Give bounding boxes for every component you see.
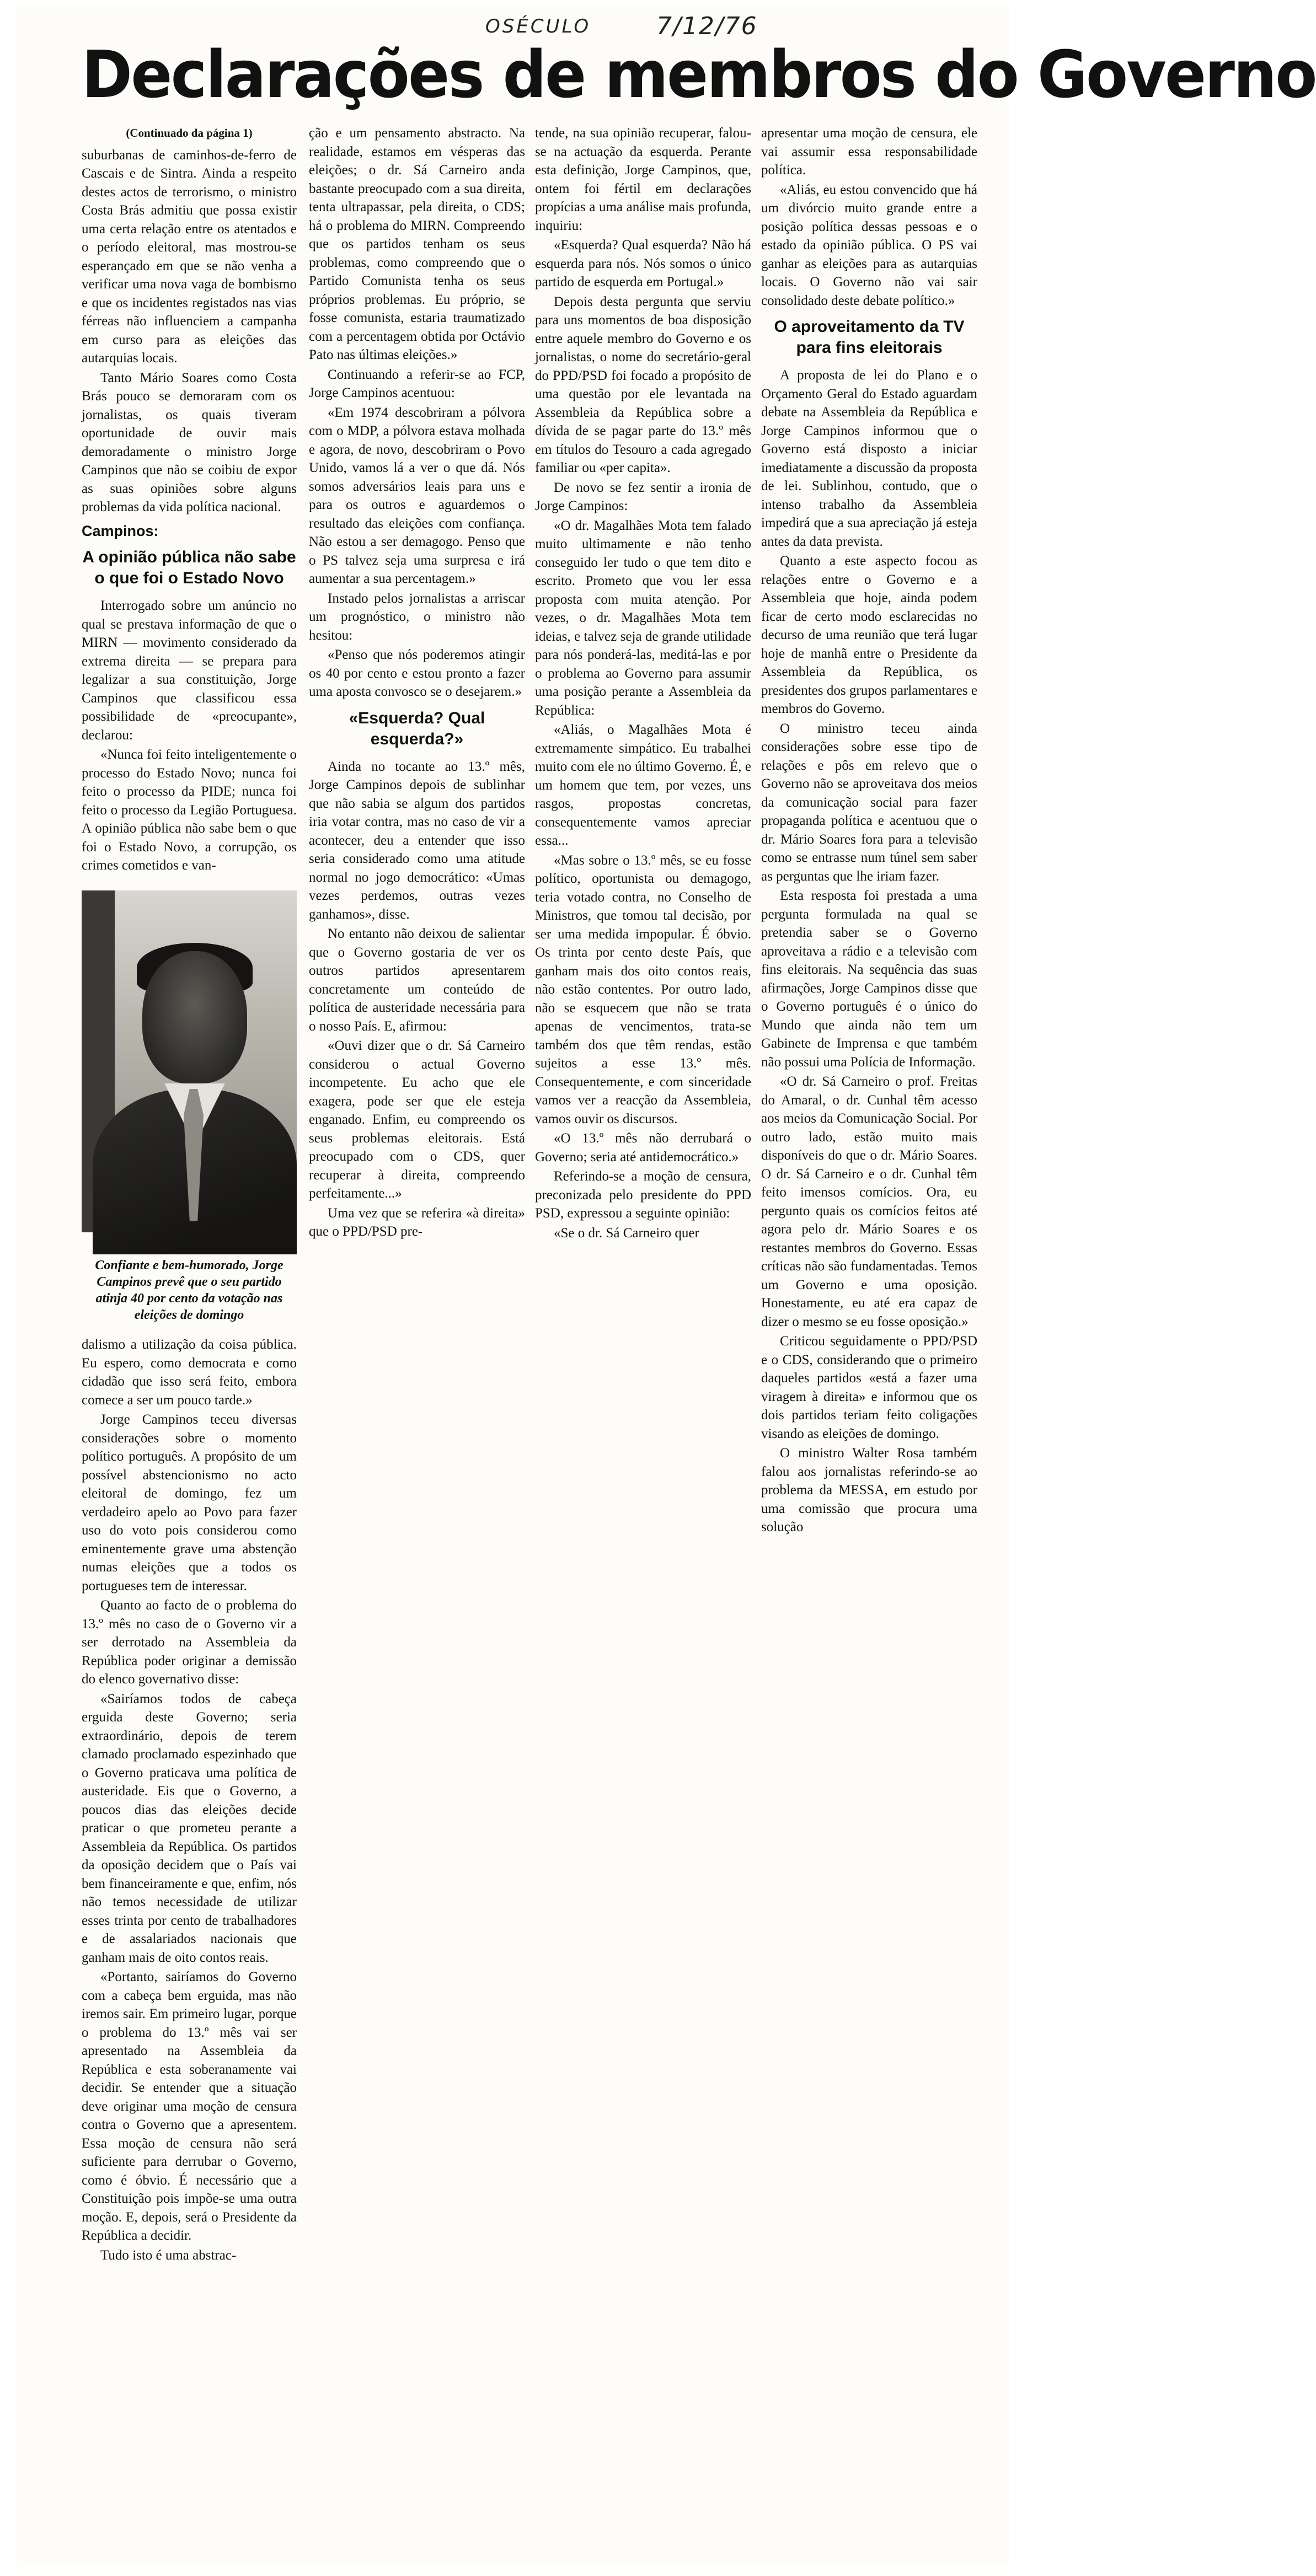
section-label: Campinos: — [82, 522, 159, 539]
paragraph: Criticou seguidamente o PPD/PSD e o CDS, considerando que o primeiro daqueles partidos «está a fazer uma viragem à direita» e informou que os dois partidos teriam feito coligações visando as eleições de domingo. — [761, 1334, 977, 1441]
paragraph: Tudo isto é uma abstrac- — [100, 2247, 237, 2263]
paragraph: Quanto ao facto de o problema do 13.º mês no caso de o Governo vir a ser derrotado na Assembleia da República poder originar a demissão do elenco governativo disse: — [82, 1598, 297, 1687]
quote-paragraph: «Se o dr. Sá Carneiro quer — [554, 1225, 699, 1241]
paragraph: Tanto Mário Soares como Costa Brás pouco se demoraram com os jornalistas, os quais tiveram oportunidade de ouvir mais demoradamente o ministro Jorge Campinos que não se coibiu de expor as suas opiniões sobre alguns problemas da vida política nacional. — [82, 370, 297, 514]
headline: Declarações de membros do Governo — [82, 36, 1316, 112]
paragraph: A proposta de lei do Plano e o Orçamento Geral do Estado aguardam debate na Assembleia da República e Jorge Campinos informou que o Governo está disposto a iniciar imediatamente a discussão da proposta de lei. Sublinhou, contudo, que o intenso trabalho da Assembleia impedirá que a sua apreciação já esteja antes da data prevista. — [761, 368, 977, 549]
subheading: O aproveitamento da TV para fins eleitorais — [774, 318, 965, 357]
paragraph: O ministro Walter Rosa também falou aos jornalistas referindo-se ao problema da MESSA, em estudo por uma comissão que procura uma solução — [761, 1446, 977, 1534]
paragraph: O ministro teceu ainda considerações sobre esse tipo de relações e pôs em relevo que o Governo não se aproveitava dos meios da comunicação social para fazer propaganda política e acentuou que o dr. Mário Soares fora para a televisão como se entrasse num túnel sem saber as perguntas que lhe iriam fazer. — [761, 721, 977, 884]
quote-paragraph: «Nunca foi feito inteligentemente o processo do Estado Novo; nunca foi feito o processo da PIDE; nunca foi feito o processo da Legião Portuguesa. A opinião pública não sabe bem o que foi o Estado Novo, a corrupção, os crimes cometidos e van- — [82, 747, 297, 873]
subheading: A opinião pública não sabe o que foi o Estado Novo — [82, 548, 296, 587]
quote-paragraph: «O dr. Sá Carneiro o prof. Freitas do Amaral, o dr. Cunhal têm acesso aos meios da Comunicação Social. Por outro lado, estão muito mais disponíveis do que o dr. Mário Soares. O dr. Sá Carneiro e o dr. Cunhal têm feito imensos comícios. Ora, eu pergunto quais os comícios feitos até agora pelo dr. Mário Soares e os restantes membros do Governo. Essas críticas não são fundamentadas. Temos um Governo e uma oposição. Honestamente, eu até era capaz de dizer o mesmo se eu fosse oposição.» — [761, 1074, 977, 1329]
paragraph: suburbanas de caminhos-de-ferro de Cascais e de Sintra. Ainda a respeito destes actos de terrorismo, o ministro Costa Brás admitiu que possa existir uma certa relação entre os atentados e o período eleitoral, mas mostrou-se esperançado em que se não venha a verificar uma nova vaga de bombismo e que os incidentes registados nas vias férreas não influenciem a campanha em curso para as eleições das autarquias locais. — [82, 147, 297, 366]
handwritten-date: 7/12/76 — [656, 12, 758, 40]
paragraph: Interrogado sobre um anúncio no qual se prestava informação de que o MIRN — movimento considerado da extrema direita — se prepara para legalizar a sua constituição, Jorge Campinos que classificou essa possibilidade de «preocupante», declarou: — [82, 598, 297, 743]
quote-paragraph: «Em 1974 descobriram a pólvora com o MDP, a pólvora estava molhada e agora, de novo, descobriram o Povo Unido, vamos lá a ver o que dá. Nós somos adversários leais para uns e para os outros e aguardemos o resultado das eleições com confiança. Não estou a ser demagogo. Penso que o PS talvez seja uma surpresa e irá aumentar a sua percentagem.» — [309, 405, 525, 586]
paragraph: Uma vez que se referira «à direita» que o PPD/PSD pre- — [309, 1205, 525, 1239]
quote-paragraph: «Ouvi dizer que o dr. Sá Carneiro considerou o actual Governo incompetente. Eu acho que ele exagera, pode ser que ele esteja enganado. Enfim, eu compreendo os seus problemas eleitorais. Está preocupado com o CDS, quer recuperar à direita, compreendo perfeitamente...» — [309, 1038, 525, 1201]
quote-paragraph: «Aliás, o Magalhães Mota é extremamente simpático. Eu trabalhei muito com ele no último Governo. É, e um homem que tem, por vezes, uns rasgos, propostas concretas, consequentemente vamos apreciar essa... — [535, 722, 751, 848]
column-1 — [82, 124, 297, 2266]
paragraph: Referindo-se a moção de censura, preconizada pelo presidente do PPD PSD, expressou a seguinte opinião: — [535, 1169, 751, 1221]
quote-paragraph: «O 13.º mês não derrubará o Governo; seria até antidemocrático.» — [535, 1131, 751, 1164]
paragraph: De novo se fez sentir a ironia de Jorge Campinos: — [535, 480, 751, 513]
paragraph: ção e um pensamento abstracto. Na realidade, estamos em vésperas das eleições; o dr. Sá Carneiro anda bastante preocupado com a sua direita, tenta ultrapassar, pela direita, o CDS; há o problema do MIRN. Compreendo que os partidos tenham os seus problemas, como compreendo que o Partido Comunista tenha os seus próprios problemas. Eu próprio, se fosse comunista, estaria traumatizado com a percentagem obtida por Octávio Pato nas últimas eleições.» — [309, 126, 525, 362]
quote-paragraph: «O dr. Magalhães Mota tem falado muito ultimamente e não tenho conseguido ler tudo o que tem dito e escrito. Prometo que vou ler essa proposta com muita atenção. Por vezes, o dr. Magalhães Mota tem ideias, e talvez seja de grande utilidade para nós ponderá-las, meditá-las e por o problema ao Governo para assumir uma posição perante a Assembleia da República: — [535, 518, 751, 718]
portrait-photo — [82, 890, 297, 1232]
photo-caption: Confiante e bem-humorado, Jorge Campinos prevê que o seu partido atinja 40 por cento da votação nas eleições de domingo — [95, 1258, 283, 1322]
paragraph: Instado pelos jornalistas a arriscar um prognóstico, o ministro não hesitou: — [309, 591, 525, 643]
paragraph: Depois desta pergunta que serviu para uns momentos de boa disposição entre aquele membro do Governo e os jornalistas, o nome do secretário-geral do PPD/PSD foi focado a propósito de uma questão por ele levantada na Assembleia da República sobre a dívida de se pagar parte do 13.º mês em títulos do Tesouro a cada agregado familiar ou «per capita». — [535, 294, 751, 475]
quote-paragraph: «Sairíamos todos de cabeça erguida deste Governo; seria extraordinário, depois de terem clamado proclamado espezinhado que o Governo praticava uma política de austeridade. Eis que o Governo, a poucos dias das eleições decide praticar o que prometeu perante a Assembleia da República. Os partidos da oposição decidem que o País vai bem financeiramente e que, enfim, nós não temos necessidade de utilizar esses trinta por cento de trabalhadores e de assalariados nacionais que ganham mais de oito contos reais. — [82, 1691, 297, 1965]
paragraph: dalismo a utilização da coisa pública. Eu espero, como democrata e como cidadão que isso será feito, embora comece a ser um pouco tarde.» — [82, 1337, 297, 1408]
quote-paragraph: «Penso que nós poderemos atingir os 40 por cento e estou pronto a fazer uma aposta convosco se o desejarem.» — [309, 647, 525, 699]
subheading: «Esquerda? Qual esquerda?» — [349, 709, 485, 748]
paragraph: Ainda no tocante ao 13.º mês, Jorge Campinos depois de sublinhar que não sabia se algum dos partidos iria votar contra, mas no caso de vir a acontecer, deu a entender que isso seria considerado como uma atitude normal no jogo democrático: «Umas vezes perdemos, outras vezes ganhamos», disse. — [309, 759, 525, 922]
column-4 — [761, 124, 977, 1538]
paragraph: apresentar uma moção de censura, ele vai assumir essa responsabilidade política. — [761, 126, 977, 178]
paragraph: No entanto não deixou de salientar que o Governo gostaria de ver os outros partidos apresentarem concretamente um conteúdo de política de austeridade necessária para o nosso País. E, afirmou: — [309, 926, 525, 1034]
handwritten-newspaper-name: OSÉCULO — [485, 15, 591, 37]
paragraph: Jorge Campinos teceu diversas considerações sobre o momento político português. A propósito de um possível abstencionismo no acto eleitoral de domingo, fez um verdadeiro apelo ao Povo para fazer uso do voto pois considerou como eminentemente grave uma abstenção numas eleições que a todos os portugueses tem de interessar. — [82, 1412, 297, 1593]
paragraph: Continuando a referir-se ao FCP, Jorge Campinos acentuou: — [309, 367, 525, 400]
quote-paragraph: «Mas sobre o 13.º mês, se eu fosse político, oportunista ou demagogo, teria votado contra, no Conselho de Ministros, que tomou tal decisão, por ser uma medida impopular. É óbvio. Os trinta por cento deste País, que ganham mais dos oito contos reais, não estão contentes. Por outro lado, não se esquecem que não se trata apenas de vencimentos, trata-se também dos que têm rendas, estão sujeitos a esse 13.º mês. Consequentemente, e com sinceridade vamos ver a reacção da Assembleia, vamos ouvir os discursos. — [535, 852, 751, 1126]
paragraph: Esta resposta foi prestada a uma pergunta formulada na qual se pretendia saber se o Governo aproveitava a rádio e a televisão com fins eleitorais. Na sequência das suas afirmações, Jorge Campinos disse que o Governo português é o único do Mundo que ainda não tem um Gabinete de Imprensa e que também não possui uma Polícia de Informação. — [761, 888, 977, 1070]
quote-paragraph: «Esquerda? Qual esquerda? Não há esquerda para nós. Nós somos o único partido de esquerda em Portugal.» — [535, 238, 751, 289]
quote-paragraph: «Portanto, sairíamos do Governo com a cabeça bem erguida, mas não iremos sair. Em primeiro lugar, porque o problema do 13.º mês vai ser apresentado na Assembleia da República e esta soberanamente vai decidir. Se entender que a situação deve originar uma moção de censura contra o Governo que a apresentem. Essa moção de censura não será suficiente para derrubar o Governo, como é óbvio. É necessário que a Constituição pois impõe-se uma outra moção. E, depois, será o Presidente da República a decidir. — [82, 1969, 297, 2243]
column-2 — [309, 124, 525, 1242]
continued-note: (Continuado da página 1) — [126, 126, 253, 139]
paragraph: tende, na sua opinião recuperar, falou-se na actuação da esquerda. Perante esta definição, Jorge Campinos, que, ontem foi fértil em declarações propícias a uma análise mais profunda, inquiriu: — [535, 126, 751, 233]
paragraph: Quanto a este aspecto focou as relações entre o Governo e a Assembleia que hoje, ainda podem ficar de certo modo esclarecidas no decurso de uma reunião que terá lugar hoje de manhã entre o Presidente da Assembleia da República, os presidentes dos grupos parlamentares e membros do Governo. — [761, 554, 977, 716]
column-3 — [535, 124, 751, 1243]
quote-paragraph: «Aliás, eu estou convencido que há um divórcio muito grande entre a posição política dessas pessoas e o estado da opinião pública. O PS vai ganhar as eleições para as autarquias locais. O Governo não vai sair consolidado deste debate político.» — [761, 182, 977, 308]
